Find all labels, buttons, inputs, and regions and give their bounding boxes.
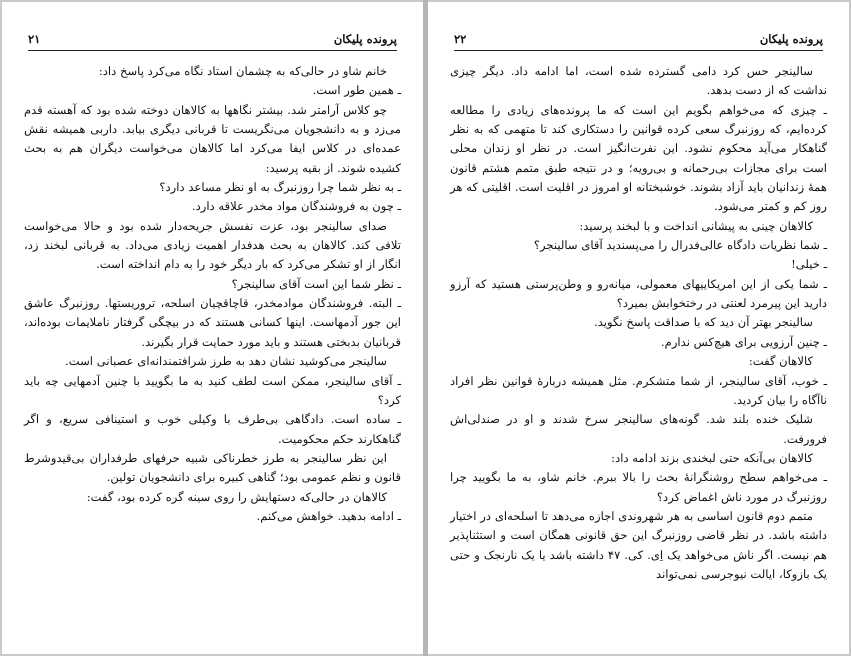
page-header (28, 32, 397, 51)
dialogue-line: ـ به نظر شما چرا روزنبرگ به او نظر مساعد دارد؟ (159, 180, 401, 195)
dialogue-line: ـ ادامه بدهید. خواهش می‌کنم. (256, 508, 401, 523)
paragraph: سالینجر می‌کوشید نشان دهد به طرز شرافتمندانه‌ای عصبانی است. (65, 354, 387, 369)
dialogue-line: ـ همین طور است. (312, 83, 401, 98)
dialogue-line: ـ شما یکی از این امریکاییهای معمولی، میانه‌رو و وطن‌پرستی هستید که آرزو دارید این پیرمرد لعنتی در رختخوابش بمیرد؟ (450, 276, 827, 311)
dialogue-line: ـ می‌خواهم سطح روشنگرانهٔ بحث را بالا ببرم. خانم شاو، به ما بگویید چرا روزنبرگ در مورد ناش اغماض کرد؟ (450, 470, 827, 504)
dialogue-line: ـ چنین آرزویی برای هیچ‌کس ندارم. (660, 334, 827, 349)
paragraph: سالینجر بهتر آن دید که با صداقت پاسخ نگوید. (594, 315, 813, 330)
page-header (454, 32, 823, 51)
dialogue-line: ـ چون به فروشندگان مواد مخدر علاقه دارد. (191, 199, 401, 214)
paragraph: چو کلاس آرامتر شد. بیشتر نگاهها به کالاهان دوخته شده بود که آهسته قدم می‌زد و به دانشجویان می‌نگریست تا قربانی دیگری بیابد. داربی همیشه نقش عمده‌ای در کلاس ایفا می‌کرد اما کالاهان می‌خواست دیگران هم به بحث کشیده شوند. از بقیه پرسید: (24, 102, 401, 175)
paragraph: شلیک خنده بلند شد. گونه‌های سالینجر سرخ شدند و او در صندلی‌اش فرورفت. (450, 412, 827, 446)
running-title: پرونده پلیکان (759, 32, 823, 46)
paragraph: این نظر سالینجر به طرز خطرناکی شبیه حرفهای طرفداران بی‌قیدوشرط قانون و نظم عمومی بود؛ گناهی کبیره برای دانشجویان تولین. (24, 450, 401, 485)
dialogue-line: ـ خوب، آقای سالینجر، از شما متشکرم. مثل همیشه دربارهٔ قوانین نظر افراد ناآگاه را بیان کردید. (450, 373, 827, 407)
page-number: ۲۱ (28, 32, 41, 46)
paragraph: صدای سالینجر بود، عزت نفسش جریحه‌دار شده بود و حالا می‌خواست تلافی کند. کالاهان به بحث هدفدار اهمیت زیادی می‌داد. به قربانی لبخند زد، انگار از او تشکر می‌کرد که بار دیگر خود را به دام انداخته است. (24, 218, 401, 272)
paragraph: کالاهان بی‌آنکه حتی لبخندی بزند ادامه داد: (611, 450, 813, 465)
dialogue-line: ـ چیزی که می‌خواهم بگویم این است که ما پرونده‌های زیادی را مطالعه کرده‌ایم، که روزنبرگ سعی کرده قوانین را دستکاری کند تا متهمی که به نظر گناهکار می‌آید محکوم نشود. این نفرت‌انگیز است. در نظر او زندان محلی است برای مجازات بی‌رحمانه و بی‌رویه؛ و در نتیجه طبق متمم هشتم قانون همهٔ زندانیان باید آزاد بشوند. خوشبختانه او امروز در اقلیت است. اقلیتی که هر روز کم و کمتر می‌شود. (450, 102, 827, 214)
dialogue-line: ـ شما نظریات دادگاه عالی‌فدرال را می‌پسندید آقای سالینجر؟ (533, 238, 827, 253)
dialogue-line: ـ آقای سالینجر، ممکن است لطف کنید به ما بگویید با چنین آدمهایی چه باید کرد؟ (24, 373, 401, 407)
book-page-left (2, 2, 423, 654)
running-title: پرونده پلیکان (333, 32, 397, 46)
dialogue-line: ـ نظر شما این است آقای سالینجر؟ (231, 276, 401, 291)
paragraph: کالاهان چینی به پیشانی انداخت و با لبخند پرسید: (579, 218, 813, 233)
dialogue-line: ـ ساده است. دادگاهی بی‌طرف با وکیلی خوب و استینافی سریع، و اگر گناهکارند حکم محکومیت. (24, 412, 401, 446)
paragraph: خانم شاو در حالی‌که به چشمان استاد نگاه می‌کرد پاسخ داد: (98, 64, 387, 78)
paragraph: کالاهان در حالی‌که دستهایش را روی سینه گره کرده بود، گفت: (86, 489, 387, 504)
book-page-right (428, 2, 849, 654)
page-number: ۲۲ (454, 32, 467, 46)
page-body-text (450, 62, 827, 584)
page-body-text (24, 62, 401, 526)
paragraph: متمم دوم قانون اساسی به هر شهروندی اجازه می‌دهد تا اسلحه‌ای در اختیار داشته باشد. در نظر قاضی روزنبرگ این حق قانونی همگان است و استثناپذیر هم نیست. اگر ناش می‌خواهد یک اِی. کی. ۴۷ داشته باشد یا یک نارنجک و حتی یک بازوکا، ایالت نیوجرسی نمی‌تواند (450, 508, 827, 581)
dialogue-line: ـ البته. فروشندگان موادمخدر، قاچاقچیان اسلحه، تروریستها. روزنبرگ عاشق این جور آدمهاست. اینها کسانی هستند که در بیچگی گرفتار ناملایمات بوده‌اند، قربانیان بدبختی هستند و باید مورد حمایت قرار بگیرند. (24, 296, 401, 349)
paragraph: کالاهان گفت: (748, 354, 813, 369)
paragraph: سالینجر حس کرد دامی گسترده شده است، اما ادامه داد. دیگر چیزی نداشت که از دست بدهد. (450, 64, 827, 98)
dialogue-line: ـ خیلی! (791, 257, 827, 272)
